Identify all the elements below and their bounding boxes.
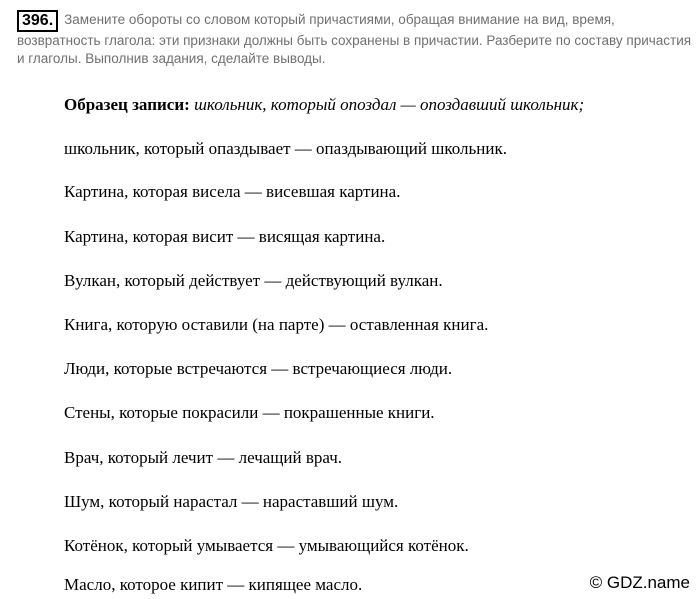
answer-line-1: школьник, который опаздывает — опаздывающий школьник. bbox=[64, 139, 507, 158]
answer-line-5: Книга, которую оставили (на парте) — оставленная книга. bbox=[64, 315, 489, 334]
sample-label: Образец записи: bbox=[64, 95, 190, 114]
answer-line-7: Стены, которые покрасили — покрашенные книги. bbox=[64, 403, 435, 422]
sample-line bbox=[64, 95, 584, 115]
exercise-task bbox=[17, 10, 697, 68]
answer-line-9: Шум, который нарастал — нараставший шум. bbox=[64, 492, 399, 511]
sample-text: школьник, который опоздал — опоздавший школьник; bbox=[194, 95, 585, 114]
answer-line-3: Картина, которая висит — висящая картина. bbox=[64, 227, 386, 246]
exercise-instructions: Замените обороты со словом который причастиями, обращая внимание на вид, время, возвратность глагола: эти признаки должны быть сохранены в причастии. Разберите по составу причастия и глаголы. Выполнив задания, сделайте выводы. bbox=[17, 12, 692, 66]
answer-line-6: Люди, которые встречаются — встречающиеся люди. bbox=[64, 359, 453, 378]
exercise-number: 396. bbox=[17, 10, 58, 32]
answer-line-8: Врач, который лечит — лечащий врач. bbox=[64, 448, 343, 467]
answer-line-2: Картина, которая висела — висевшая картина. bbox=[64, 182, 401, 201]
answer-line-10: Котёнок, который умывается — умывающийся котёнок. bbox=[64, 536, 469, 555]
answer-line-4: Вулкан, который действует — действующий вулкан. bbox=[64, 271, 443, 290]
answer-line-11: Масло, которое кипит — кипящее масло. bbox=[64, 575, 363, 594]
copyright-watermark: © GDZ.name bbox=[589, 573, 690, 592]
